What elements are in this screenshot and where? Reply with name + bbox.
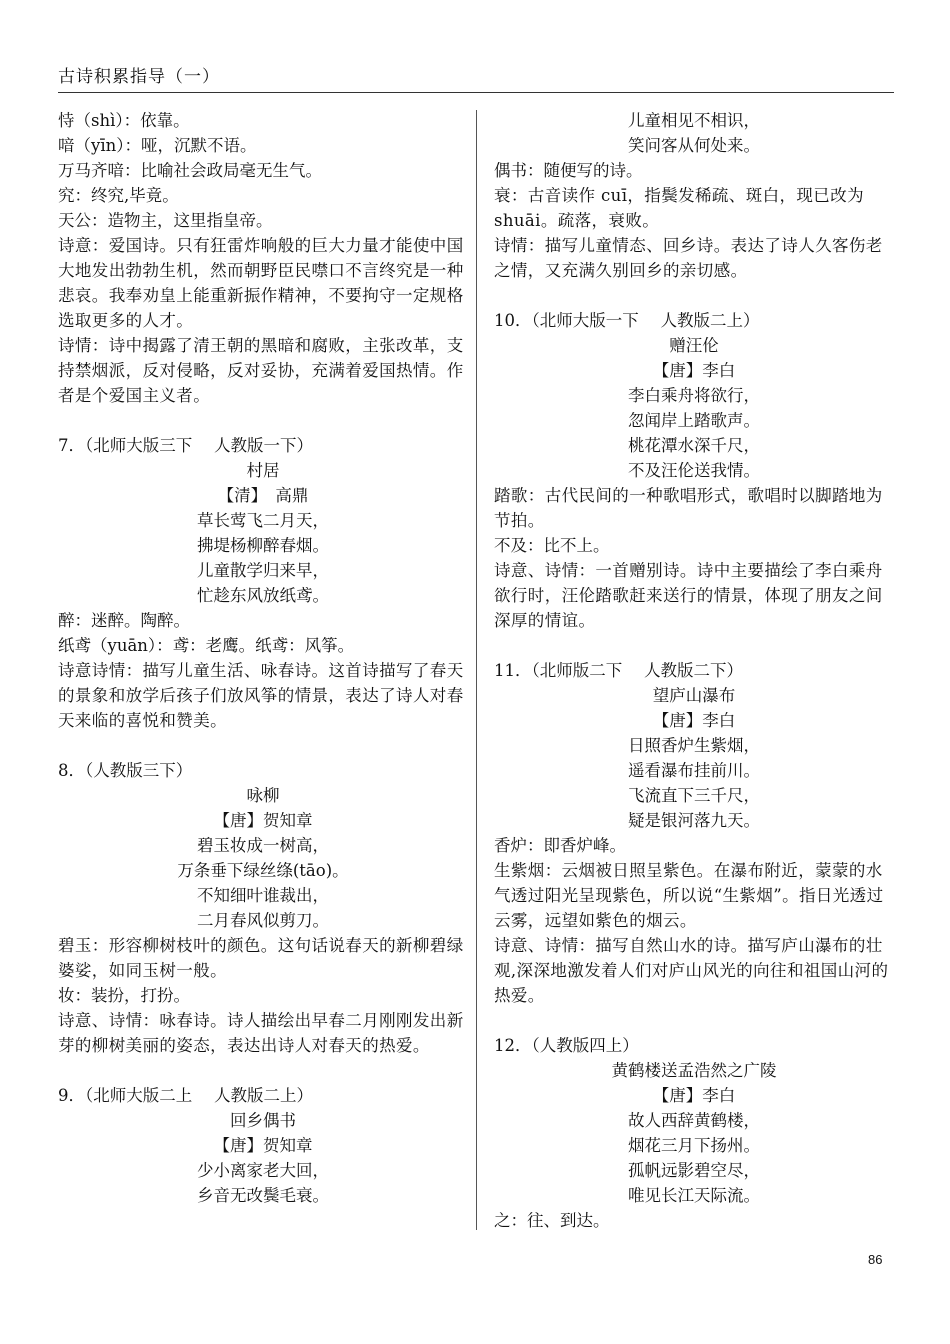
poem-verse: 儿童散学归来早， — [197, 561, 329, 580]
poem-title: 黄鹤楼送孟浩然之广陵 — [611, 1061, 777, 1080]
poem-author: 【唐】李白 — [652, 361, 736, 380]
poem-meaning: 诗意、诗情：咏春诗。诗人描绘出早春二月刚刚发出新芽的柳树美丽的姿态，表达出诗人对春天的热爱。 — [58, 1011, 464, 1055]
poem-verse: 不知细叶谁裁出， — [197, 886, 329, 905]
poem-verse: 万条垂下绿丝绦(tāo)。 — [177, 861, 349, 880]
poem-title: 回乡偶书 — [230, 1111, 296, 1130]
note-line: 生紫烟：云烟被日照呈紫色。在瀑布附近，蒙蒙的水气透过阳光呈现紫色，所以说“生紫烟”。指日光透过云雾，远望如紫色的烟云。 — [494, 861, 884, 930]
section-heading-9: 9．（北师大版二上 人教版二上） — [58, 1086, 313, 1105]
poem-verse: 孤帆远影碧空尽， — [628, 1161, 760, 1180]
section-heading-7: 7．（北师大版三下 人教版一下） — [58, 436, 313, 455]
note-line: 不及：比不上。 — [494, 536, 610, 555]
poem-verse: 二月春风似剪刀。 — [197, 911, 329, 930]
poem-author: 【唐】贺知章 — [213, 811, 313, 830]
poem-title: 咏柳 — [246, 786, 280, 805]
right-column — [494, 108, 894, 1233]
note-line: 纸鸢（yuān）：鸢：老鹰。纸鸢：风筝。 — [58, 636, 355, 655]
poem-verse: 少小离家老大回， — [197, 1161, 329, 1180]
note-line: 香炉：即香炉峰。 — [494, 836, 626, 855]
note-line: 恃（shì）：依靠。 — [58, 111, 190, 130]
note-line: 究：终究,毕竟。 — [58, 186, 179, 205]
poem-meaning: 诗意、诗情：一首赠别诗。诗中主要描绘了李白乘舟欲行时，汪伦踏歌赶来送行的情景，体现了朋友之间深厚的情谊。 — [494, 561, 883, 630]
poem-verse: 拂堤杨柳醉春烟。 — [197, 536, 329, 555]
poem-verse: 桃花潭水深千尺， — [628, 436, 760, 455]
poem-verse: 忽闻岸上踏歌声。 — [628, 411, 760, 430]
poem-verse: 儿童相见不相识， — [628, 111, 760, 130]
section-heading-10: 10．（北师大版一下 人教版二上） — [494, 311, 760, 330]
section-heading-11: 11．（北师版二下 人教版二下） — [494, 661, 743, 680]
note-line: 碧玉：形容柳树枝叶的颜色。这句话说春天的新柳碧绿婆娑，如同玉树一般。 — [58, 936, 464, 980]
poem-verse: 碧玉妆成一树高， — [197, 836, 329, 855]
page-number: 86 — [868, 1252, 883, 1267]
section-heading-12: 12．（人教版四上） — [494, 1036, 639, 1055]
poem-verse: 笑问客从何处来。 — [628, 136, 760, 155]
note-line: 天公：造物主，这里指皇帝。 — [58, 211, 273, 230]
poem-verse: 唯见长江天际流。 — [628, 1186, 760, 1205]
note-line: 喑（yīn）：哑，沉默不语。 — [58, 136, 257, 155]
poem-verse: 乡音无改鬓毛衰。 — [197, 1186, 329, 1205]
poem-sentiment: 诗情：描写儿童情态、回乡诗。表达了诗人久客伤老之情，又充满久别回乡的亲切感。 — [494, 236, 883, 280]
poem-verse: 飞流直下三千尺， — [628, 786, 760, 805]
poem-meaning: 诗意、诗情：描写自然山水的诗。描写庐山瀑布的壮观,深深地激发着人们对庐山风光的向往和祖国山河的热爱。 — [494, 936, 889, 1005]
note-line: 万马齐喑：比喻社会政局毫无生气。 — [58, 161, 322, 180]
poem-meaning: 诗意：爱国诗。只有狂雷炸响般的巨大力量才能使中国大地发出勃勃生机，然而朝野臣民噤口不言终究是一种悲哀。我奉劝皇上能重新振作精神，不要拘守一定规格选取更多的人才。 — [58, 236, 464, 330]
poem-author: 【唐】贺知章 — [213, 1136, 313, 1155]
poem-title: 赠汪伦 — [669, 336, 719, 355]
poem-verse: 故人西辞黄鹤楼， — [628, 1111, 760, 1130]
poem-meaning: 诗意诗情：描写儿童生活、咏春诗。这首诗描写了春天的景象和放学后孩子们放风筝的情景，表达了诗人对春天来临的喜悦和赞美。 — [58, 661, 464, 730]
poem-title: 望庐山瀑布 — [652, 686, 736, 705]
poem-verse: 疑是银河落九天。 — [628, 811, 760, 830]
header-rule — [58, 92, 894, 93]
poem-verse: 日照香炉生紫烟， — [628, 736, 760, 755]
poem-verse: 烟花三月下扬州。 — [628, 1136, 760, 1155]
poem-author: 【清】 高鼎 — [217, 486, 309, 505]
column-divider — [476, 110, 477, 1230]
note-line: 踏歌：古代民间的一种歌唱形式，歌唱时以脚踏地为节拍。 — [494, 486, 883, 530]
note-line: 妆：装扮，打扮。 — [58, 986, 190, 1005]
poem-verse: 不及汪伦送我情。 — [628, 461, 760, 480]
poem-author: 【唐】李白 — [652, 1086, 736, 1105]
note-line: 偶书：随便写的诗。 — [494, 161, 643, 180]
poem-title: 村居 — [246, 461, 280, 480]
section-heading-8: 8．（人教版三下） — [58, 761, 193, 780]
poem-author: 【唐】李白 — [652, 711, 736, 730]
page-header: 古诗积累指导（一） — [58, 67, 220, 87]
left-column — [58, 108, 468, 1208]
poem-verse: 李白乘舟将欲行， — [628, 386, 760, 405]
note-line: 衰：古音读作 cuī，指鬓发稀疏、斑白，现已改为 shuāi。疏落，衰败。 — [494, 186, 864, 230]
poem-verse: 忙趁东风放纸鸢。 — [197, 586, 329, 605]
note-line: 之：往、到达。 — [494, 1211, 610, 1230]
poem-verse: 遥看瀑布挂前川。 — [628, 761, 760, 780]
poem-sentiment: 诗情：诗中揭露了清王朝的黑暗和腐败，主张改革，支持禁烟派，反对侵略，反对妥协，充满着爱国热情。作者是个爱国主义者。 — [58, 336, 464, 405]
note-line: 醉：迷醉。陶醉。 — [58, 611, 190, 630]
poem-verse: 草长莺飞二月天， — [197, 511, 329, 530]
